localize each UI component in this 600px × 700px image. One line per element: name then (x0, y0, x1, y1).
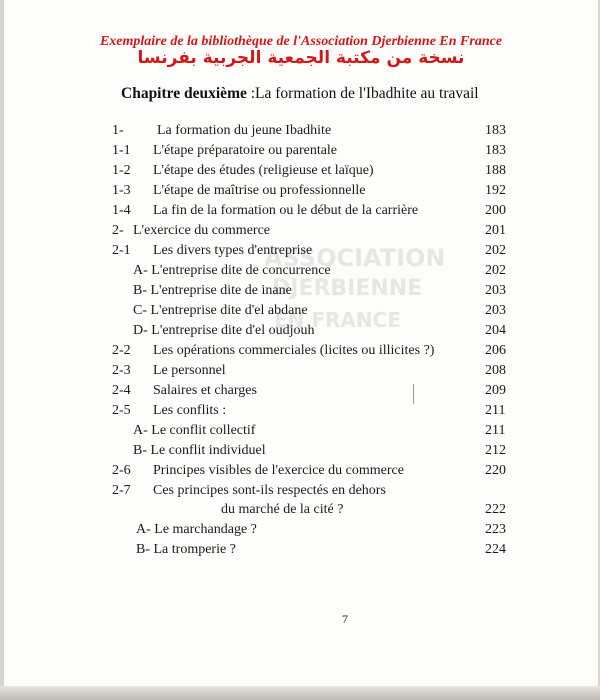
toc-number: 2-3 (112, 363, 131, 378)
toc-page: 220 (485, 463, 506, 478)
toc-entry (4, 483, 598, 503)
toc-title: Salaires et charges (153, 383, 257, 398)
toc-title: A- L'entreprise dite de concurrence (133, 263, 331, 278)
toc-title: L'étape préparatoire ou parentale (153, 143, 338, 158)
toc-page: 203 (485, 283, 506, 298)
toc-page: 192 (485, 183, 506, 198)
library-stamp-latin: Exemplaire de la bibliothèque de l'Association Djerbienne En France (99, 34, 503, 49)
toc-page: 188 (485, 163, 506, 178)
toc-number: 1-4 (112, 203, 131, 218)
toc-page: 202 (485, 243, 506, 258)
page-number: 7 (342, 612, 348, 626)
toc-title: L'exercice du commerce (133, 223, 270, 238)
toc-number: 1-3 (112, 183, 131, 198)
toc-title: Principes visibles de l'exercice du commerce (153, 463, 404, 478)
document-page (4, 0, 598, 700)
toc-entry (4, 343, 598, 363)
toc-page: 204 (485, 323, 506, 338)
toc-page: 222 (485, 502, 506, 517)
toc-entry (4, 403, 598, 423)
toc-number: 2-4 (112, 383, 131, 398)
toc-entry (4, 303, 598, 323)
toc-title: L'étape des études (religieuse et laïque) (153, 163, 374, 178)
toc-entry (4, 223, 598, 243)
toc-title: L'étape de maîtrise ou professionnelle (153, 183, 366, 198)
toc-entry (4, 383, 598, 403)
toc-page: 224 (485, 542, 506, 557)
toc-page: 208 (485, 363, 506, 378)
toc-page: 209 (485, 383, 506, 398)
toc-entry (4, 183, 598, 203)
toc-title: Les divers types d'entreprise (153, 243, 313, 258)
toc-continuation-row (4, 502, 598, 522)
toc-number: 2-2 (112, 343, 131, 358)
toc-entry (4, 323, 598, 343)
toc-entry (4, 203, 598, 223)
toc-title: B- La tromperie ? (136, 542, 236, 557)
chapter-label: Chapitre deuxième (121, 85, 247, 102)
toc-number: 2-1 (112, 243, 131, 258)
toc-number: 2-7 (112, 483, 131, 498)
toc-entry (4, 423, 598, 443)
toc-number: 1-1 (112, 143, 131, 158)
watermark-line-1: ASSOCIATION (264, 244, 446, 272)
toc-entry (4, 443, 598, 463)
toc-number: 2-5 (112, 403, 131, 418)
toc-entry (4, 243, 598, 263)
toc-page: 200 (485, 203, 506, 218)
toc-entry (4, 522, 598, 542)
toc-title: La fin de la formation ou le début de la carrière (153, 203, 419, 218)
toc-entry (4, 263, 598, 283)
toc-page: 202 (485, 263, 506, 278)
toc-page: 211 (485, 403, 506, 418)
scan-mark (413, 384, 414, 404)
watermark-line-3: EN FRANCE (274, 308, 401, 332)
toc-page: 183 (485, 123, 506, 138)
library-stamp-arabic: نسخة من مكتبة الجمعية الجربية بفرنسا (137, 48, 465, 68)
toc-entry (4, 123, 598, 143)
toc-title: B- Le conflit individuel (133, 443, 266, 458)
toc-number: 1- (112, 123, 124, 138)
toc-title: Les conflits : (153, 403, 227, 418)
toc-title: A- Le conflit collectif (133, 423, 256, 438)
toc-number: 2- (112, 223, 124, 238)
toc-number: 2-6 (112, 463, 131, 478)
toc-entry (4, 283, 598, 303)
toc-title: C- L'entreprise dite d'el abdane (133, 303, 308, 318)
toc-entry (4, 163, 598, 183)
toc-title: Le personnel (153, 363, 226, 378)
toc-page: 223 (485, 522, 506, 537)
watermark-line-2: DJERBIENNE (272, 276, 423, 301)
toc-page: 206 (485, 343, 506, 358)
toc-title: A- Le marchandage ? (136, 522, 257, 537)
toc-page: 201 (485, 223, 506, 238)
toc-entry (4, 363, 598, 383)
toc-number: 1-2 (112, 163, 131, 178)
toc-page: 212 (485, 443, 506, 458)
toc-continuation-text: du marché de la cité ? (221, 502, 344, 517)
toc-title: Les opérations commerciales (licites ou illicites ?) (153, 343, 435, 358)
chapter-title: :La formation de l'Ibadhite au travail (246, 85, 479, 102)
toc-page: 203 (485, 303, 506, 318)
toc-entry (4, 542, 598, 562)
toc-title: La formation du jeune Ibadhite (157, 123, 332, 138)
chapter-heading (121, 85, 479, 103)
toc-page: 211 (485, 423, 506, 438)
scan-bottom-edge (0, 686, 600, 700)
toc-page: 183 (485, 143, 506, 158)
toc-entry (4, 463, 598, 483)
toc-entry (4, 143, 598, 163)
toc-title: D- L'entreprise dite d'el oudjouh (133, 323, 315, 338)
toc-title: B- L'entreprise dite de inane (133, 283, 292, 298)
toc-title: Ces principes sont-ils respectés en dehors (153, 483, 386, 498)
